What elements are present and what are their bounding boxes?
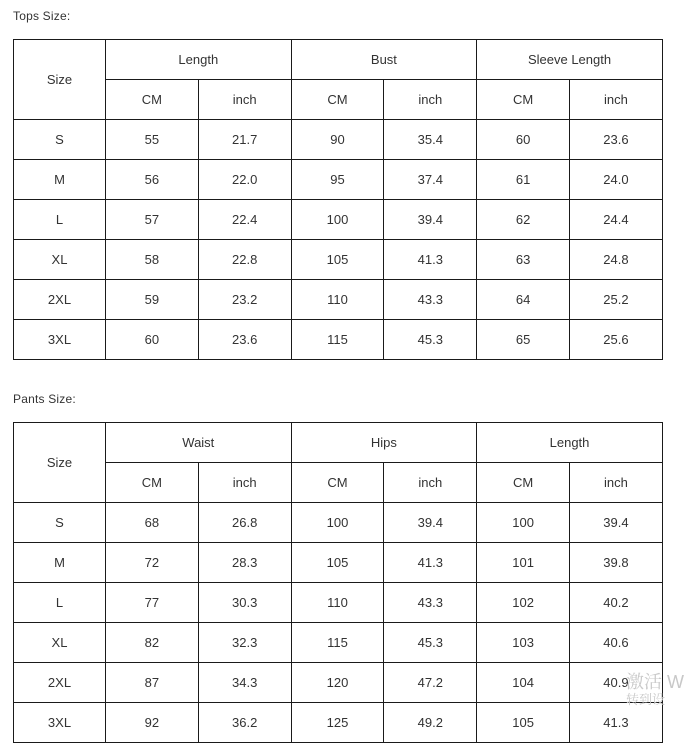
- table-row: [14, 703, 663, 743]
- value-cell: 24.0: [570, 160, 663, 200]
- table-row: [14, 503, 663, 543]
- value-cell: 25.6: [570, 320, 663, 360]
- table-row: [14, 200, 663, 240]
- value-cell: 115: [291, 623, 384, 663]
- tops-size-title: Tops Size:: [13, 9, 71, 23]
- size-cell: 3XL: [14, 320, 106, 360]
- unit-header-row: [14, 80, 663, 120]
- value-cell: 104: [477, 663, 570, 703]
- value-cell: 87: [106, 663, 199, 703]
- unit-header: inch: [384, 80, 477, 120]
- size-cell: 3XL: [14, 703, 106, 743]
- value-cell: 34.3: [198, 663, 291, 703]
- value-cell: 28.3: [198, 543, 291, 583]
- table-row: [14, 240, 663, 280]
- unit-header: CM: [477, 463, 570, 503]
- value-cell: 22.4: [198, 200, 291, 240]
- size-cell: L: [14, 200, 106, 240]
- tops-size-table: [13, 39, 663, 360]
- table-row: [14, 160, 663, 200]
- unit-header: inch: [384, 463, 477, 503]
- group-header-waist: Waist: [106, 423, 292, 463]
- value-cell: 23.6: [198, 320, 291, 360]
- size-cell: S: [14, 503, 106, 543]
- value-cell: 41.3: [384, 543, 477, 583]
- pants-size-title: Pants Size:: [13, 392, 76, 406]
- value-cell: 60: [477, 120, 570, 160]
- value-cell: 39.4: [570, 503, 663, 543]
- size-cell: S: [14, 120, 106, 160]
- table-header-row: [14, 40, 663, 80]
- value-cell: 22.8: [198, 240, 291, 280]
- value-cell: 63: [477, 240, 570, 280]
- value-cell: 22.0: [198, 160, 291, 200]
- value-cell: 36.2: [198, 703, 291, 743]
- value-cell: 41.3: [384, 240, 477, 280]
- value-cell: 47.2: [384, 663, 477, 703]
- value-cell: 39.8: [570, 543, 663, 583]
- unit-header: CM: [291, 463, 384, 503]
- value-cell: 115: [291, 320, 384, 360]
- value-cell: 82: [106, 623, 199, 663]
- value-cell: 58: [106, 240, 199, 280]
- value-cell: 120: [291, 663, 384, 703]
- size-cell: XL: [14, 240, 106, 280]
- value-cell: 110: [291, 583, 384, 623]
- value-cell: 100: [477, 503, 570, 543]
- value-cell: 59: [106, 280, 199, 320]
- group-header-length: Length: [106, 40, 292, 80]
- size-cell: 2XL: [14, 663, 106, 703]
- unit-header-row: [14, 463, 663, 503]
- value-cell: 45.3: [384, 623, 477, 663]
- value-cell: 105: [291, 543, 384, 583]
- size-cell: 2XL: [14, 280, 106, 320]
- value-cell: 40.9: [570, 663, 663, 703]
- value-cell: 26.8: [198, 503, 291, 543]
- unit-header: inch: [570, 463, 663, 503]
- size-column-header: Size: [14, 423, 106, 503]
- value-cell: 61: [477, 160, 570, 200]
- value-cell: 101: [477, 543, 570, 583]
- group-header-hips: Hips: [291, 423, 477, 463]
- value-cell: 57: [106, 200, 199, 240]
- size-column-header: Size: [14, 40, 106, 120]
- value-cell: 65: [477, 320, 570, 360]
- value-cell: 56: [106, 160, 199, 200]
- value-cell: 41.3: [570, 703, 663, 743]
- value-cell: 100: [291, 503, 384, 543]
- value-cell: 30.3: [198, 583, 291, 623]
- table-row: [14, 663, 663, 703]
- value-cell: 25.2: [570, 280, 663, 320]
- unit-header: CM: [291, 80, 384, 120]
- value-cell: 24.4: [570, 200, 663, 240]
- value-cell: 62: [477, 200, 570, 240]
- value-cell: 23.6: [570, 120, 663, 160]
- value-cell: 103: [477, 623, 570, 663]
- value-cell: 43.3: [384, 583, 477, 623]
- value-cell: 24.8: [570, 240, 663, 280]
- value-cell: 95: [291, 160, 384, 200]
- value-cell: 90: [291, 120, 384, 160]
- unit-header: CM: [477, 80, 570, 120]
- group-header-length: Length: [477, 423, 663, 463]
- watermark-line-2: 转到设: [626, 692, 666, 707]
- table-row: [14, 583, 663, 623]
- table-row: [14, 623, 663, 663]
- group-header-sleeve-length: Sleeve Length: [477, 40, 663, 80]
- value-cell: 32.3: [198, 623, 291, 663]
- table-row: [14, 120, 663, 160]
- size-cell: L: [14, 583, 106, 623]
- value-cell: 45.3: [384, 320, 477, 360]
- unit-header: inch: [198, 463, 291, 503]
- table-row: [14, 543, 663, 583]
- watermark-line-1: 激活 W: [626, 672, 684, 692]
- unit-header: inch: [198, 80, 291, 120]
- value-cell: 55: [106, 120, 199, 160]
- value-cell: 39.4: [384, 503, 477, 543]
- size-cell: M: [14, 543, 106, 583]
- pants-size-table: [13, 422, 663, 743]
- value-cell: 39.4: [384, 200, 477, 240]
- value-cell: 64: [477, 280, 570, 320]
- value-cell: 105: [477, 703, 570, 743]
- unit-header: inch: [570, 80, 663, 120]
- group-header-bust: Bust: [291, 40, 477, 80]
- table-row: [14, 280, 663, 320]
- size-cell: XL: [14, 623, 106, 663]
- value-cell: 40.6: [570, 623, 663, 663]
- size-cell: M: [14, 160, 106, 200]
- value-cell: 68: [106, 503, 199, 543]
- value-cell: 125: [291, 703, 384, 743]
- value-cell: 43.3: [384, 280, 477, 320]
- value-cell: 100: [291, 200, 384, 240]
- value-cell: 35.4: [384, 120, 477, 160]
- value-cell: 40.2: [570, 583, 663, 623]
- table-row: [14, 320, 663, 360]
- table-header-row: [14, 423, 663, 463]
- value-cell: 92: [106, 703, 199, 743]
- value-cell: 102: [477, 583, 570, 623]
- value-cell: 49.2: [384, 703, 477, 743]
- value-cell: 77: [106, 583, 199, 623]
- value-cell: 60: [106, 320, 199, 360]
- value-cell: 23.2: [198, 280, 291, 320]
- value-cell: 110: [291, 280, 384, 320]
- unit-header: CM: [106, 463, 199, 503]
- activation-watermark: [626, 672, 684, 708]
- value-cell: 21.7: [198, 120, 291, 160]
- value-cell: 37.4: [384, 160, 477, 200]
- unit-header: CM: [106, 80, 199, 120]
- value-cell: 105: [291, 240, 384, 280]
- value-cell: 72: [106, 543, 199, 583]
